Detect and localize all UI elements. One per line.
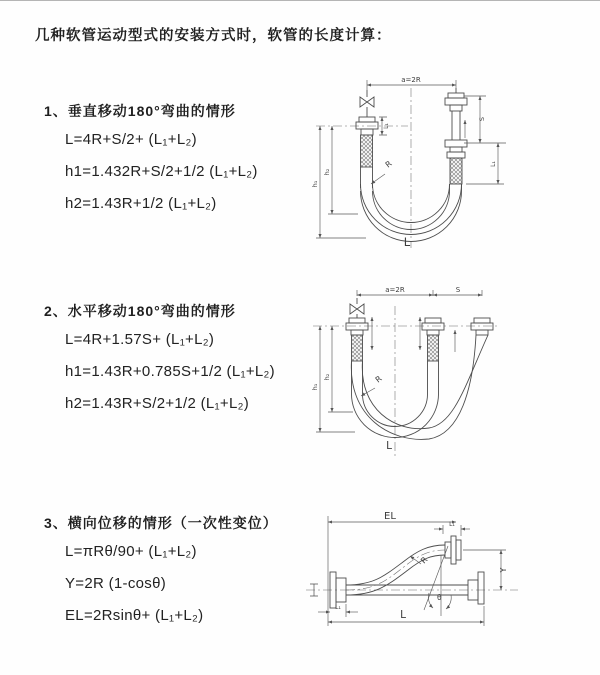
dim-label-radius: R bbox=[419, 555, 430, 566]
hose-braid-hatch bbox=[361, 135, 373, 167]
flange bbox=[476, 330, 488, 335]
formula-line: h1=1.432R+S/2+1/2 (L₁+L₂) bbox=[65, 163, 258, 180]
formula-line: L=4R+S/2+ (L₁+L₂) bbox=[65, 131, 197, 148]
flange bbox=[456, 540, 461, 560]
hose-body bbox=[356, 88, 467, 241]
diagram-1-drawing bbox=[308, 64, 600, 270]
flange bbox=[450, 147, 462, 152]
flange bbox=[427, 330, 439, 335]
dim-label-y: Y bbox=[499, 567, 508, 573]
formula-line: L=πRθ/90+ (L₁+L₂) bbox=[65, 543, 197, 560]
centerlines bbox=[316, 88, 411, 248]
section-1-heading: 1、垂直移动180°弯曲的情形 bbox=[44, 103, 236, 119]
section-lateral-displacement bbox=[44, 513, 278, 638]
dim-label-length: L bbox=[403, 235, 411, 249]
dim-label-h1: h₁ bbox=[311, 383, 319, 391]
hose-braid-hatch bbox=[352, 335, 363, 361]
dim-label-l1-left: L₁ bbox=[383, 123, 390, 129]
dimensions bbox=[318, 511, 508, 626]
dim-label-radius: R bbox=[383, 159, 394, 170]
dim-label-h1: h₁ bbox=[311, 180, 319, 188]
centerlines bbox=[306, 550, 518, 590]
dim-label-length: L bbox=[400, 609, 406, 621]
hose-braid-hatch bbox=[450, 158, 462, 184]
dimensions bbox=[311, 286, 482, 452]
flange bbox=[448, 93, 464, 98]
section-3-heading: 3、横向位移的情形（一次性变位） bbox=[44, 515, 278, 531]
dim-label-a2r: a=2R bbox=[385, 286, 405, 294]
flange bbox=[445, 140, 467, 147]
flange bbox=[351, 330, 363, 335]
dim-label-l1-right: L₁ bbox=[490, 161, 497, 167]
formula-line: h2=1.43R+1/2 (L₁+L₂) bbox=[65, 195, 217, 212]
dim-label-radius: R bbox=[373, 374, 384, 385]
flange bbox=[450, 105, 462, 111]
formula-line: h2=1.43R+S/2+1/2 (L₁+L₂) bbox=[65, 395, 250, 412]
section-2-heading: 2、水平移动180°弯曲的情形 bbox=[44, 303, 236, 319]
flange bbox=[425, 318, 441, 323]
page-title: 几种软管运动型式的安装方式时，软管的长度计算： bbox=[35, 28, 392, 44]
valve-icon bbox=[350, 304, 364, 314]
dim-label-shift: S bbox=[455, 286, 461, 294]
flange bbox=[445, 98, 467, 105]
section-horizontal-movement bbox=[44, 301, 275, 426]
diagram-2-drawing bbox=[303, 282, 598, 474]
dim-label-h2: h₂ bbox=[323, 373, 331, 381]
flange bbox=[471, 323, 493, 330]
formula-line: h1=1.43R+0.785S+1/2 (L₁+L₂) bbox=[65, 363, 275, 380]
dim-label-l1-left: L₁ bbox=[335, 604, 341, 611]
flange bbox=[447, 152, 465, 158]
section-vertical-movement bbox=[44, 101, 258, 226]
diagram-horizontal-180-bend bbox=[303, 282, 598, 474]
flange bbox=[359, 117, 375, 122]
dimensions bbox=[311, 76, 506, 249]
formula-line: L=4R+1.57S+ (L₁+L₂) bbox=[65, 331, 215, 348]
flange bbox=[445, 542, 451, 558]
dim-label-l1-top: L₁ bbox=[449, 521, 455, 528]
flange bbox=[346, 323, 368, 330]
flange bbox=[349, 318, 365, 323]
dim-label-h2: h₂ bbox=[323, 168, 331, 176]
flange bbox=[356, 122, 378, 129]
dim-label-length: L bbox=[386, 440, 392, 452]
dim-label-el: EL bbox=[384, 511, 396, 522]
valve-icon bbox=[360, 97, 374, 107]
flange bbox=[361, 129, 373, 135]
dim-label-theta: θ bbox=[437, 593, 442, 602]
formula-line: EL=2Rsinθ+ (L₁+L₂) bbox=[65, 607, 204, 624]
diagram-3-drawing bbox=[298, 498, 600, 668]
formula-line: Y=2R (1-cosθ) bbox=[65, 575, 167, 592]
dim-label-a2r: a=2R bbox=[401, 76, 421, 84]
flange bbox=[451, 536, 456, 564]
flange bbox=[478, 572, 484, 604]
diagram-lateral-displacement bbox=[298, 498, 600, 668]
flange bbox=[422, 323, 444, 330]
top-edge-line bbox=[0, 0, 600, 1]
diagram-vertical-180-bend bbox=[308, 64, 600, 270]
flange bbox=[474, 318, 490, 323]
hose-body bbox=[346, 298, 493, 439]
centerlines bbox=[313, 306, 500, 457]
hose-braid-hatch bbox=[428, 335, 439, 361]
dim-label-s: S bbox=[478, 116, 486, 122]
